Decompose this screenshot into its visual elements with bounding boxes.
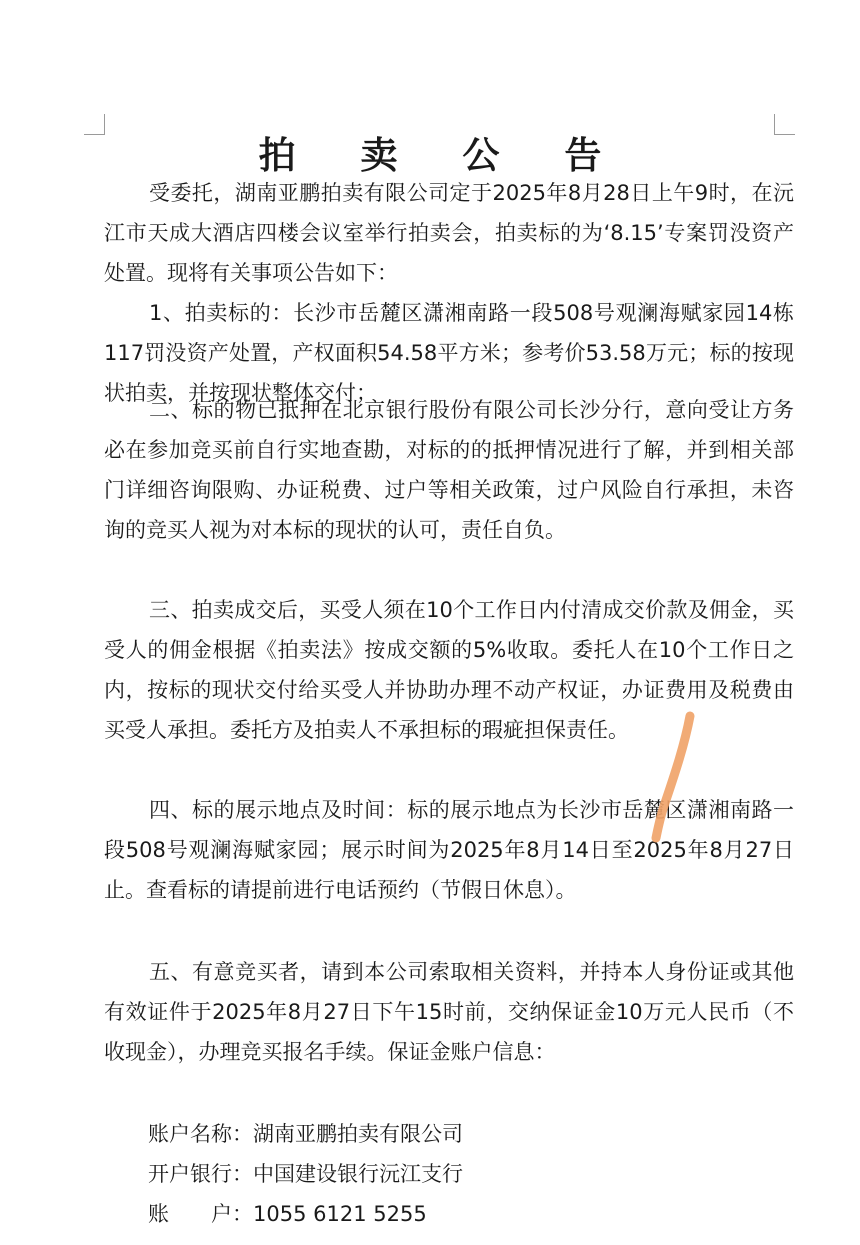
paragraph-item-1-text: 1、拍卖标的：长沙市岳麓区潇湘南路一段508号观澜海赋家园14栋117罚没资产处置，产权面积54.58平方米；参考价53.58万元；标的按现状拍卖，并按现状整体交付；: [104, 301, 794, 405]
annotation-stroke-path: [656, 716, 690, 838]
paragraph-item-2-text: 二、标的物已抵押在北京银行股份有限公司长沙分行，意向受让方务必在参加竞买前自行实地查勘，对标的的抵押情况进行了解，并到相关部门详细咨询限购、办证税费、过户等相关政策，过户风险自行承担，未咨询的竞买人视为对本标的现状的认可，责任自负。: [104, 398, 794, 542]
paragraph-intro-text: 受委托，湖南亚鹏拍卖有限公司定于2025年8月28日上午9时，在沅江市天成大酒店四楼会议室举行拍卖会，拍卖标的为‘8.15’专案罚没资产处置。现将有关事项公告如下：: [104, 181, 794, 285]
paragraph-item-4-text: 四、标的展示地点及时间：标的展示地点为长沙市岳麓区潇湘南路一段508号观澜海赋家园；展示时间为2025年8月14日至2025年8月27日止。查看标的请提前进行电话预约（节假日休息）。: [104, 798, 794, 902]
document-title: 拍 卖 公 告: [258, 134, 628, 177]
paragraph-item-5-text: 五、有意竞买者，请到本公司索取相关资料，并持本人身份证或其他有效证件于2025年8月27日下午15时前，交纳保证金10万元人民币（不收现金），办理竞买报名手续。保证金账户信息：: [104, 960, 794, 1064]
account-bank-line: 开户银行：中国建设银行沅江支行: [148, 1162, 463, 1186]
account-number-line: 账 户：1055 6121 5255: [148, 1202, 427, 1226]
paragraph-item-3-text: 三、拍卖成交后，买受人须在10个工作日内付清成交价款及佣金，买受人的佣金根据《拍卖法》按成交额的5%收取。委托人在10个工作日之内，按标的现状交付给买受人并协助办理不动产权证，办证费用及税费由买受人承担。委托方及拍卖人不承担标的瑕疵担保责任。: [104, 598, 794, 742]
account-name-line: 账户名称：湖南亚鹏拍卖有限公司: [148, 1122, 463, 1146]
